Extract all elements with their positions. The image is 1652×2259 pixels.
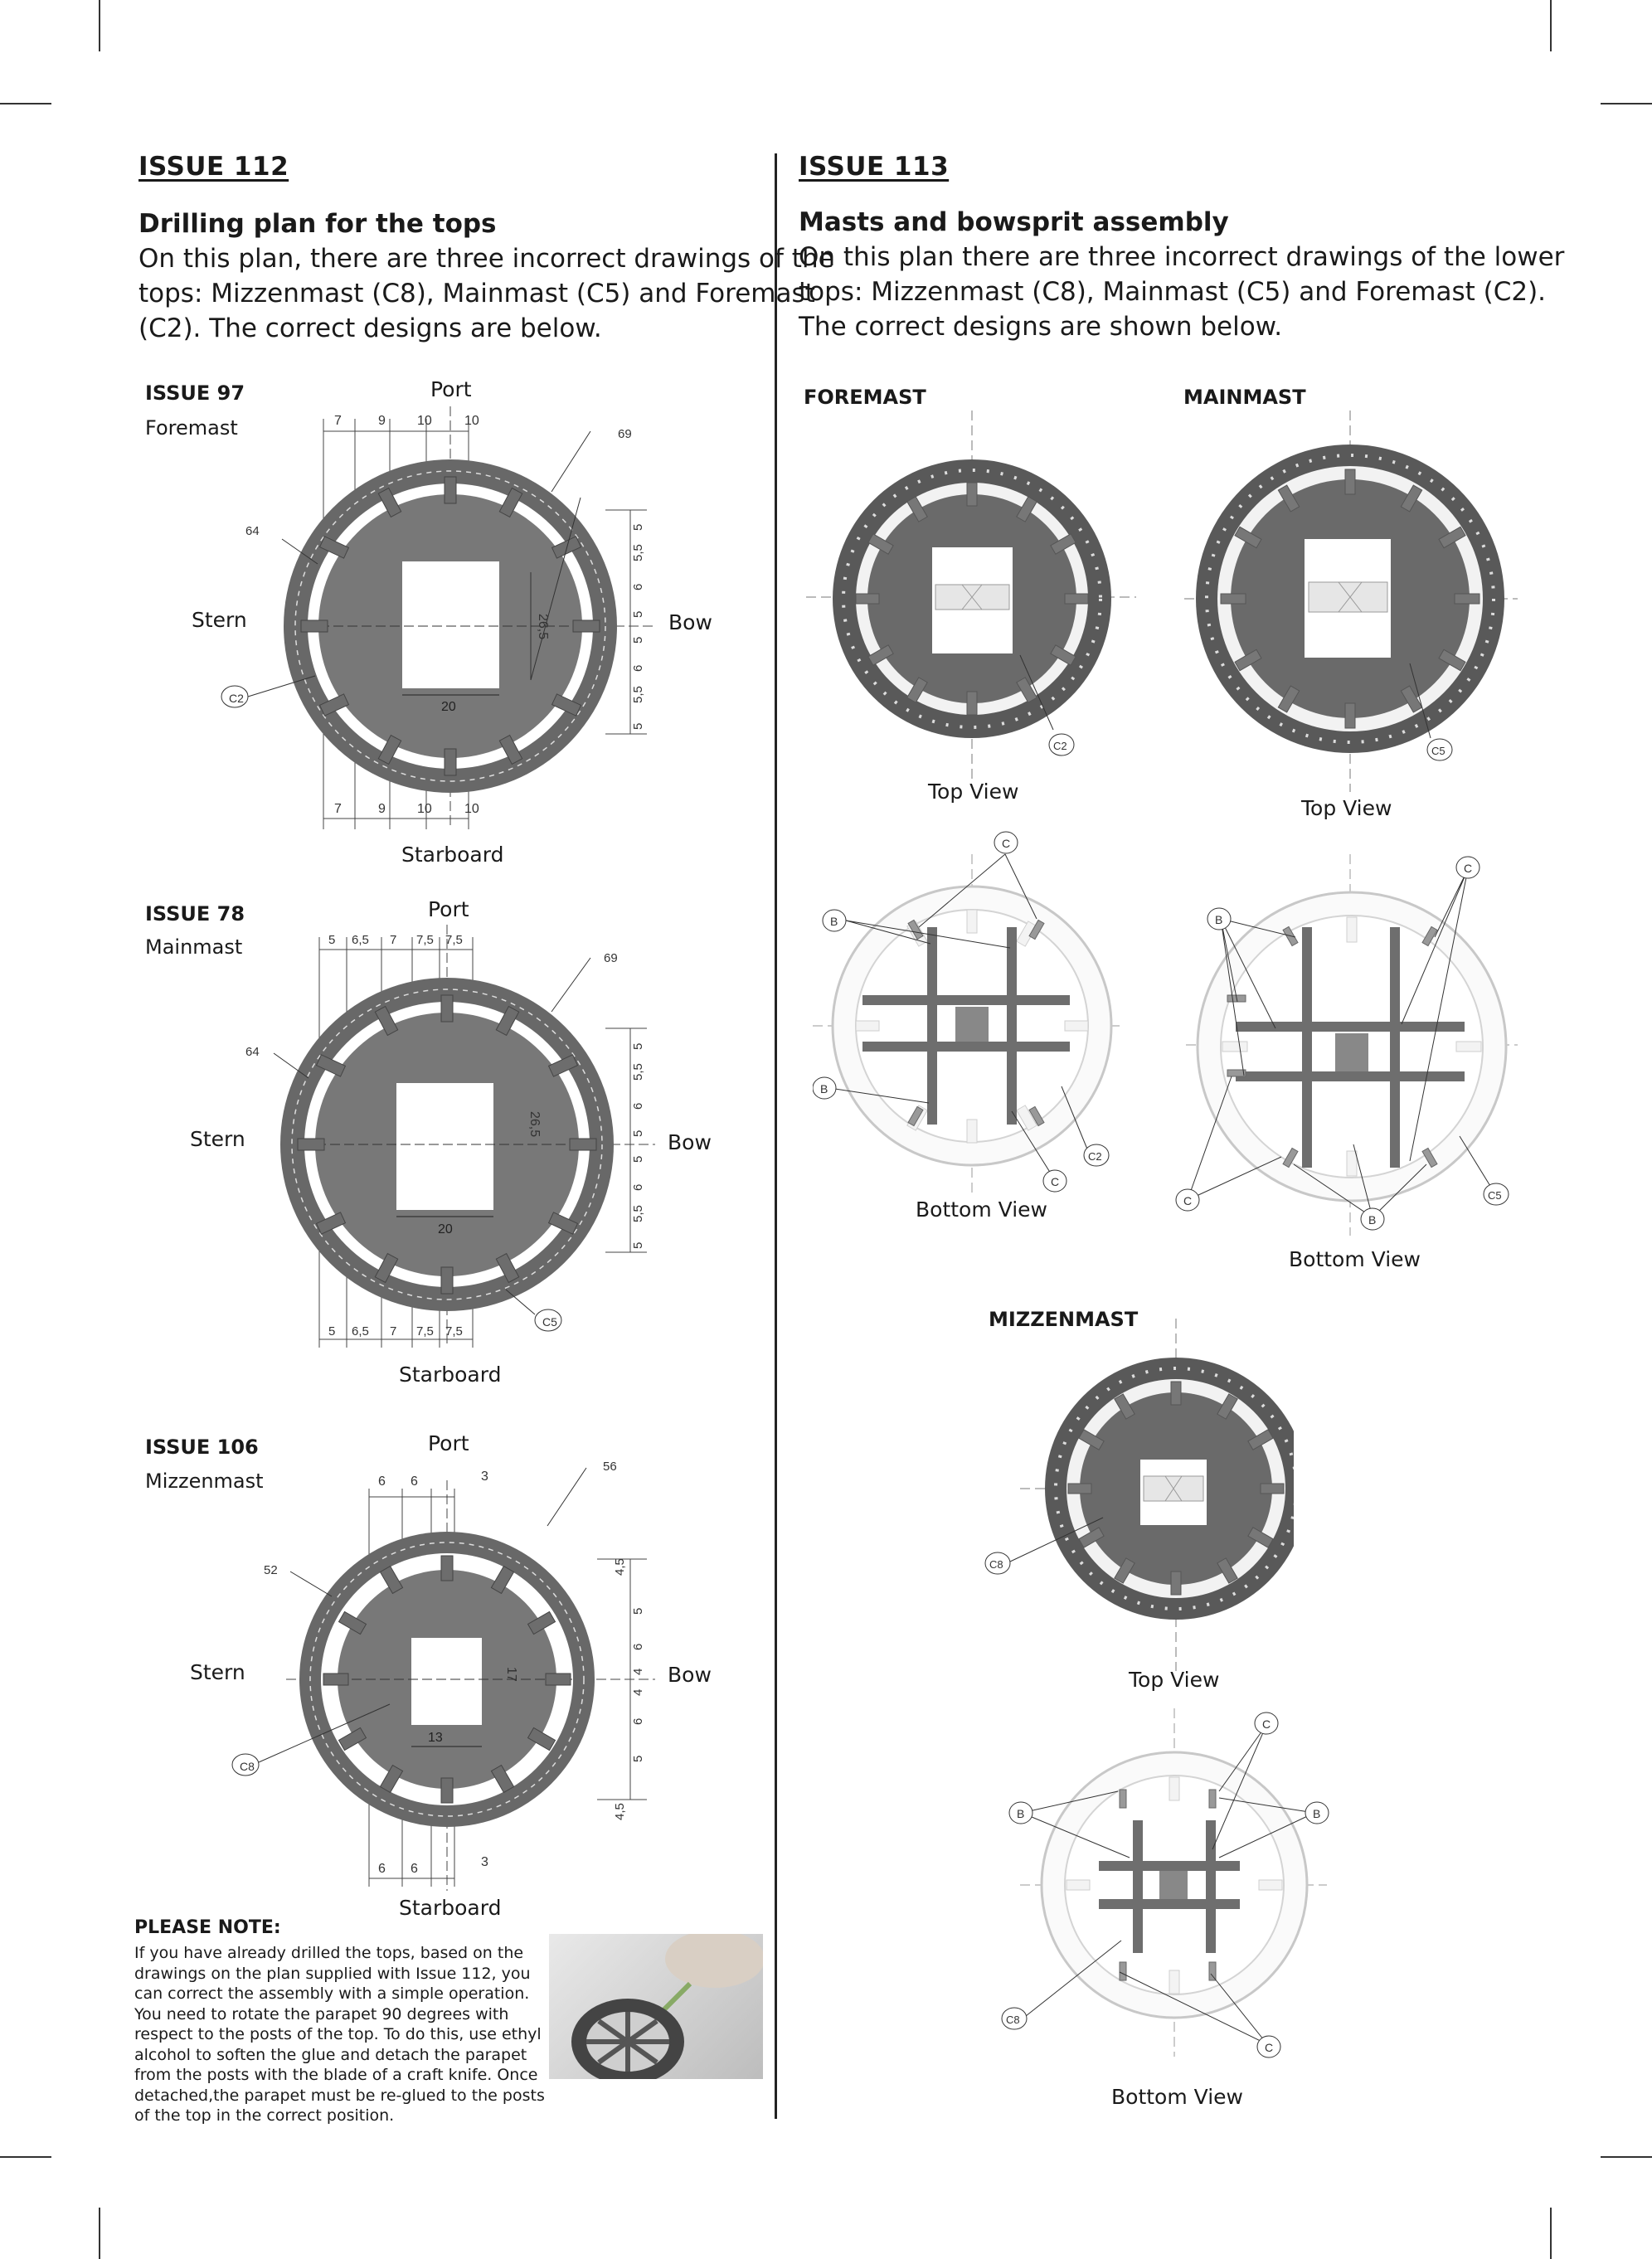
starboard-label: Starboard xyxy=(401,843,504,867)
foremast-drilling-diagram xyxy=(199,398,680,829)
stern-label: Stern xyxy=(190,1127,245,1151)
diagram-issue-label: ISSUE 106 xyxy=(145,1436,259,1459)
top-dim: 7,5 xyxy=(445,933,463,947)
top-dim: 7 xyxy=(390,933,397,947)
diagram-issue-label: ISSUE 78 xyxy=(145,902,245,925)
part-b-label: B xyxy=(820,1082,828,1095)
callout-c8: C8 xyxy=(989,1558,1003,1571)
right-dim: 5 xyxy=(631,636,645,644)
part-b-label: B xyxy=(1313,1807,1321,1820)
note-body xyxy=(134,1943,599,2126)
intro-line: The correct designs are shown below. xyxy=(799,312,1283,342)
part-c-label: C xyxy=(1051,1175,1060,1188)
left-intro xyxy=(138,241,834,346)
note-line: alcohol to soften the glue and detach the parapet xyxy=(134,2045,527,2064)
top-dim: 10 xyxy=(417,414,432,428)
intro-line: On this plan, there are three incorrect drawings of the xyxy=(138,244,834,274)
right-dim: 6 xyxy=(631,1717,645,1725)
callout-c5: C5 xyxy=(1431,745,1446,757)
leader-left-value: 64 xyxy=(245,524,260,538)
bow-label: Bow xyxy=(668,1663,712,1687)
right-dim: 6 xyxy=(631,1643,645,1650)
mizzenmast-heading: MIZZENMAST xyxy=(989,1308,1139,1331)
callout-c8: C8 xyxy=(1006,2014,1020,2026)
intro-line: tops: Mizzenmast (C8), Mainmast (C5) and Foremast xyxy=(138,279,815,308)
mizzenmast-top-view-caption: Top View xyxy=(1129,1668,1220,1692)
crop-mark xyxy=(1550,2208,1552,2259)
top-dim: 9 xyxy=(378,414,386,428)
diagram-issue-label: ISSUE 97 xyxy=(145,381,245,405)
bottom-dim: 6 xyxy=(411,1862,418,1876)
drilling-plan-subheading: Drilling plan for the tops xyxy=(138,209,497,239)
bow-label: Bow xyxy=(668,1130,712,1154)
callout-c2: C2 xyxy=(1088,1150,1102,1163)
right-dim: 6 xyxy=(631,1183,645,1191)
mizzenmast-drilling-diagram xyxy=(199,1451,680,1891)
top-dim: 3 xyxy=(481,1470,488,1484)
inner-width-dim: 20 xyxy=(441,700,456,714)
right-dim: 5,5 xyxy=(631,544,645,561)
mainmast-heading: MAINMAST xyxy=(1183,386,1306,409)
bottom-dim: 10 xyxy=(417,802,432,816)
part-b-label: B xyxy=(1215,913,1223,926)
leader-right-value: 69 xyxy=(604,951,618,965)
issue-113-heading: ISSUE 113 xyxy=(799,152,950,182)
right-dim: 4 xyxy=(631,1668,645,1675)
part-c-label: C xyxy=(1262,1717,1271,1731)
mizzenmast-top-view xyxy=(979,1319,1294,1683)
part-b-label: B xyxy=(830,915,838,928)
crop-mark xyxy=(1601,2156,1652,2158)
right-dim: 5 xyxy=(631,1607,645,1615)
inner-height-dim: 26,5 xyxy=(527,1111,542,1138)
bottom-dim: 7,5 xyxy=(445,1324,463,1338)
leader-left-value: 52 xyxy=(264,1563,278,1577)
inner-height-dim: 17 xyxy=(504,1667,518,1682)
right-dim: 4,5 xyxy=(613,1803,627,1820)
intro-line: tops: Mizzenmast (C8), Mainmast (C5) and Foremast (C2). xyxy=(799,277,1547,307)
top-dim: 7,5 xyxy=(416,933,434,947)
right-dim: 5,5 xyxy=(631,686,645,703)
foremast-heading: FOREMAST xyxy=(804,386,926,409)
stern-label: Stern xyxy=(192,608,247,632)
crop-mark xyxy=(99,2208,100,2259)
callout-c5: C5 xyxy=(542,1315,557,1329)
callout-c2: C2 xyxy=(229,692,244,705)
starboard-label: Starboard xyxy=(399,1896,502,1920)
top-dim: 7 xyxy=(334,414,342,428)
stern-label: Stern xyxy=(190,1660,245,1684)
bow-label: Bow xyxy=(668,610,712,634)
mizzenmast-bottom-view xyxy=(991,1704,1348,2069)
right-dim: 5 xyxy=(631,610,645,618)
mainmast-top-view-caption: Top View xyxy=(1301,796,1392,820)
port-label: Port xyxy=(428,897,469,921)
foremast-bottom-view-caption: Bottom View xyxy=(916,1198,1047,1222)
right-dim: 5,5 xyxy=(631,1205,645,1222)
note-line: of the top in the correct position. xyxy=(134,2106,395,2125)
right-dim: 5 xyxy=(631,523,645,531)
masts-assembly-subheading: Masts and bowsprit assembly xyxy=(799,207,1229,237)
intro-line: (C2). The correct designs are below. xyxy=(138,313,602,343)
foremast-top-view xyxy=(796,411,1144,784)
foremast-top-view-caption: Top View xyxy=(928,780,1019,804)
inner-width-dim: 20 xyxy=(438,1222,453,1236)
callout-c8: C8 xyxy=(240,1760,255,1773)
issue-112-heading: ISSUE 112 xyxy=(138,152,289,182)
note-line: drawings on the plan supplied with Issue 112, you xyxy=(134,1964,531,1983)
note-heading: PLEASE NOTE: xyxy=(134,1917,281,1938)
part-c-label: C xyxy=(1265,2041,1274,2054)
top-dim: 6,5 xyxy=(352,933,369,947)
crop-mark xyxy=(0,103,51,104)
top-dim: 10 xyxy=(464,414,479,428)
right-dim: 5 xyxy=(631,1755,645,1762)
right-dim: 6 xyxy=(631,1102,645,1110)
bottom-dim: 5 xyxy=(328,1324,336,1338)
right-intro xyxy=(799,240,1564,344)
leader-left-value: 64 xyxy=(245,1045,260,1059)
starboard-label: Starboard xyxy=(399,1363,502,1387)
right-dim: 5 xyxy=(631,1042,645,1050)
bottom-dim: 6,5 xyxy=(352,1324,369,1338)
crop-mark xyxy=(99,0,100,51)
diagram-mast-label: Mainmast xyxy=(145,935,243,959)
callout-c2: C2 xyxy=(1053,740,1067,752)
bottom-dim: 7,5 xyxy=(416,1324,434,1338)
crop-mark xyxy=(1550,0,1552,51)
right-dim: 4 xyxy=(631,1688,645,1696)
right-dim: 6 xyxy=(631,583,645,590)
mainmast-top-view xyxy=(1178,411,1526,792)
inner-width-dim: 13 xyxy=(428,1731,443,1745)
right-dim: 5,5 xyxy=(631,1063,645,1081)
port-label: Port xyxy=(430,377,472,401)
mainmast-bottom-view xyxy=(1161,846,1526,1252)
part-c-label: C xyxy=(1183,1194,1193,1207)
part-b-label: B xyxy=(1017,1807,1025,1820)
port-label: Port xyxy=(428,1431,469,1455)
part-b-label: B xyxy=(1368,1213,1377,1227)
bottom-dim: 7 xyxy=(390,1324,397,1338)
mainmast-bottom-view-caption: Bottom View xyxy=(1289,1247,1421,1271)
right-dim: 5 xyxy=(631,722,645,730)
crop-mark xyxy=(1601,103,1652,104)
bottom-dim: 3 xyxy=(481,1855,488,1869)
crop-mark xyxy=(0,2156,51,2158)
column-divider xyxy=(775,153,777,2119)
mizzenmast-bottom-view-caption: Bottom View xyxy=(1111,2085,1243,2109)
note-line: can correct the assembly with a simple operation. xyxy=(134,1985,530,2003)
right-dim: 5 xyxy=(631,1130,645,1137)
leader-right-value: 56 xyxy=(603,1460,617,1474)
note-line: from the posts with the blade of a craft knife. Once xyxy=(134,2066,538,2084)
right-dim: 5 xyxy=(631,1241,645,1249)
mainmast-drilling-diagram xyxy=(199,916,680,1352)
top-dim: 6 xyxy=(411,1474,418,1489)
note-line: detached,the parapet must be re-glued to the posts xyxy=(134,2086,545,2105)
right-dim: 5 xyxy=(631,1155,645,1163)
note-line: respect to the posts of the top. To do this, use ethyl xyxy=(134,2025,542,2043)
leader-right-value: 69 xyxy=(618,427,632,441)
bottom-dim: 9 xyxy=(378,802,386,816)
callout-c5: C5 xyxy=(1488,1189,1502,1202)
top-dim: 6 xyxy=(378,1474,386,1489)
diagram-mast-label: Foremast xyxy=(145,416,238,440)
intro-line: On this plan there are three incorrect drawings of the lower xyxy=(799,242,1565,272)
diagram-mast-label: Mizzenmast xyxy=(145,1470,264,1493)
bottom-dim: 10 xyxy=(464,802,479,816)
right-dim: 4,5 xyxy=(613,1558,627,1576)
note-line: You need to rotate the parapet 90 degrees with xyxy=(134,2004,509,2023)
bottom-dim: 6 xyxy=(378,1862,386,1876)
note-line: If you have already drilled the tops, based on the xyxy=(134,1944,524,1962)
foremast-bottom-view xyxy=(813,829,1144,1202)
part-c-label: C xyxy=(1002,837,1011,850)
right-dim: 6 xyxy=(631,664,645,672)
inner-height-dim: 26,5 xyxy=(536,614,550,640)
part-c-label: C xyxy=(1464,862,1473,875)
top-dim: 5 xyxy=(328,933,336,947)
bottom-dim: 7 xyxy=(334,802,342,816)
parapet-photo xyxy=(549,1934,763,2079)
